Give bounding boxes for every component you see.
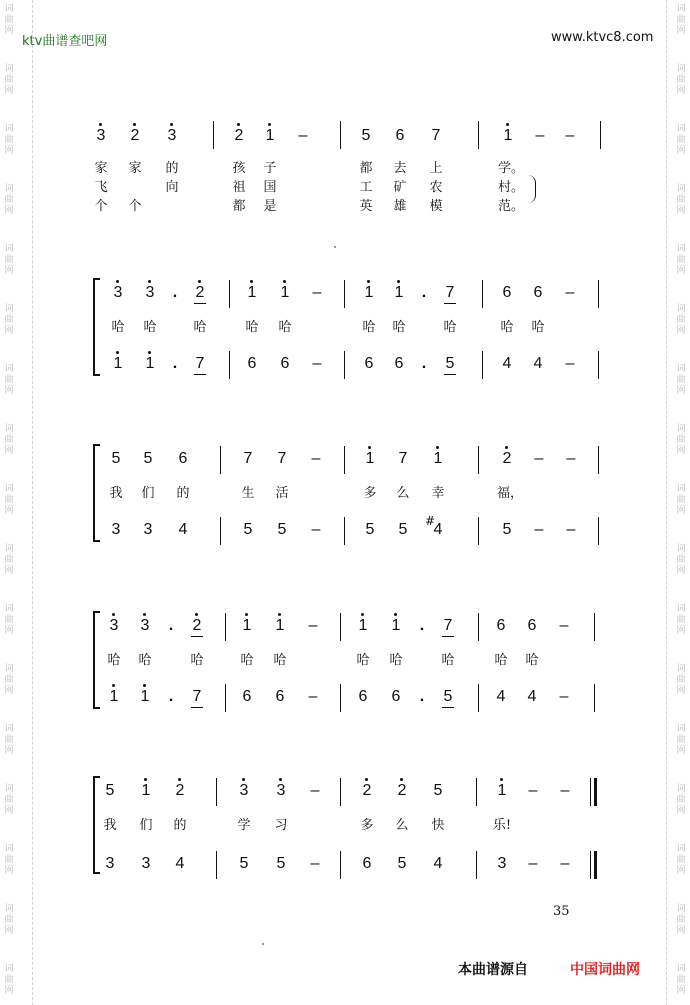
watermark-text: 词 曲 网 — [676, 124, 686, 156]
lower-part-note: 5 — [502, 521, 512, 538]
lyric-syllable: 哈 — [193, 320, 207, 335]
lower-part-note: – — [560, 855, 570, 872]
lyric-syllable: 么 — [395, 818, 409, 833]
watermark-text: 词 曲 网 — [4, 484, 14, 516]
barline — [478, 517, 479, 545]
lyric-syllable: 哈 — [245, 320, 259, 335]
barline — [340, 121, 341, 149]
lyric-syllable: 福， — [497, 486, 524, 501]
barline — [600, 121, 601, 149]
lyric-syllable: 家 — [94, 161, 108, 176]
lower-part-note: – — [311, 521, 321, 538]
barline — [478, 684, 479, 712]
lower-part-note: – — [310, 855, 320, 872]
lyric-syllable: 乐! — [492, 818, 512, 833]
lyric-syllable: 模 — [429, 199, 443, 214]
lyric-syllable: 都 — [232, 199, 246, 214]
melody-note: 7 — [431, 127, 441, 144]
lyric-syllable: 个 — [128, 199, 142, 214]
watermark-text: 词 曲 网 — [676, 544, 686, 576]
barline — [229, 280, 230, 308]
lyric-syllable: 哈 — [525, 653, 539, 668]
barline — [478, 121, 479, 149]
watermark-text: 词 曲 网 — [4, 124, 14, 156]
barline — [482, 351, 483, 379]
lyric-syllable: 祖 — [232, 180, 246, 195]
system-bracket — [93, 611, 101, 709]
lyric-syllable: 哈 — [107, 653, 121, 668]
barline — [598, 280, 599, 308]
upper-part-note: – — [528, 782, 538, 799]
lyric-syllable: 去 — [393, 161, 407, 176]
upper-part-note: – — [310, 782, 320, 799]
lyric-syllable: 哈 — [494, 653, 508, 668]
melody-note: 6 — [395, 127, 405, 144]
lyric-syllable: 的 — [165, 161, 179, 176]
upper-part-note: 3 — [234, 782, 254, 800]
barline — [344, 280, 345, 308]
upper-part-note: 7 — [438, 617, 458, 635]
lyric-syllable: 哈 — [362, 320, 376, 335]
barline — [216, 778, 217, 806]
lower-part-note: 3 — [105, 855, 115, 872]
lower-part-note: 6 — [364, 355, 374, 372]
barline — [594, 613, 595, 641]
lower-part-note: 3 — [111, 521, 121, 538]
watermark-text: 词 曲 网 — [4, 724, 14, 756]
upper-part-note: – — [559, 617, 569, 634]
lyric-syllable: 多 — [363, 486, 377, 501]
upper-part-note: . — [421, 284, 427, 301]
lower-part-note: 1 — [140, 355, 160, 373]
lyric-syllable: 国 — [263, 180, 277, 195]
upper-part-note: 3 — [108, 284, 128, 302]
watermark-text: 词 曲 网 — [676, 364, 686, 396]
lyric-syllable: 雄 — [393, 199, 407, 214]
barline — [229, 351, 230, 379]
upper-part-note: 1 — [492, 782, 512, 800]
lyric-syllable: 家 — [128, 161, 142, 176]
barline — [220, 446, 221, 474]
watermark-text: 词 曲 网 — [4, 964, 14, 996]
lower-part-note: 4 — [496, 688, 506, 705]
melody-note: 1 — [260, 127, 280, 145]
upper-part-note: 1 — [359, 284, 379, 302]
lower-part-note: 6 — [247, 355, 257, 372]
lyric-syllable: 哈 — [356, 653, 370, 668]
lower-part-note: 4 — [502, 355, 512, 372]
lower-part-note: 4 — [433, 855, 443, 872]
melody-note: 2 — [125, 127, 145, 145]
upper-part-note: 6 — [496, 617, 506, 634]
lower-part-note: – — [534, 521, 544, 538]
watermark-text: 词 曲 网 — [4, 604, 14, 636]
watermark-text: 词 曲 网 — [4, 4, 14, 36]
lyric-syllable: 工 — [359, 180, 373, 195]
upper-part-note: 1 — [242, 284, 262, 302]
upper-part-note: – — [308, 617, 318, 634]
sharp-accidental: # — [425, 514, 436, 528]
barline — [220, 517, 221, 545]
watermark-text: 词 曲 网 — [676, 904, 686, 936]
system-bracket — [93, 278, 101, 376]
watermark-text: 词 曲 网 — [4, 64, 14, 96]
lyric-syllable: 快 — [431, 818, 445, 833]
barline — [340, 613, 341, 641]
upper-part-note: 2 — [497, 450, 517, 468]
lyric-syllable: 我 — [103, 818, 117, 833]
lower-part-note: 1 — [104, 688, 124, 706]
melody-note: 2 — [229, 127, 249, 145]
upper-part-note: – — [566, 450, 576, 467]
upper-part-note: 3 — [135, 617, 155, 635]
lyric-syllable: 哈 — [143, 320, 157, 335]
barline — [598, 446, 599, 474]
lyric-syllable: 学 — [237, 818, 251, 833]
lower-part-note: 4 — [527, 688, 537, 705]
watermark-text: 词 曲 网 — [4, 544, 14, 576]
lower-part-note: 6 — [394, 355, 404, 372]
upper-part-note: 5 — [433, 782, 443, 799]
lower-part-note: 6 — [242, 688, 252, 705]
lyric-syllable: 哈 — [190, 653, 204, 668]
lyric-syllable: 么 — [396, 486, 410, 501]
upper-part-note: . — [168, 617, 174, 634]
barline — [213, 121, 214, 149]
upper-part-note: 3 — [271, 782, 291, 800]
watermark-text: 词 曲 网 — [4, 364, 14, 396]
upper-part-note: – — [534, 450, 544, 467]
lyric-syllable: 哈 — [443, 320, 457, 335]
upper-part-note: 3 — [140, 284, 160, 302]
lyric-syllable: 农 — [429, 180, 443, 195]
barline — [340, 851, 341, 879]
barline — [598, 517, 599, 545]
lyric-syllable: 幸 — [431, 486, 445, 501]
barline — [598, 351, 599, 379]
lyric-syllable: 村。 — [498, 180, 525, 195]
watermark-text: 词 曲 网 — [676, 64, 686, 96]
lower-part-note: – — [565, 355, 575, 372]
lyric-syllable: 学。 — [498, 161, 525, 176]
upper-part-note: 1 — [386, 617, 406, 635]
lower-part-note: 3 — [141, 855, 151, 872]
upper-part-note: 2 — [190, 284, 210, 302]
left-margin-line — [32, 0, 33, 1005]
lower-part-note: – — [559, 688, 569, 705]
lower-part-note: 1 — [108, 355, 128, 373]
melody-note: 1 — [498, 127, 518, 145]
melody-note: – — [565, 127, 575, 144]
upper-part-note: 6 — [178, 450, 188, 467]
lower-part-note: 6 — [275, 688, 285, 705]
upper-part-note: 3 — [104, 617, 124, 635]
watermark-text: 词 曲 网 — [4, 784, 14, 816]
upper-part-note: 5 — [111, 450, 121, 467]
lyric-syllable: 是 — [263, 199, 277, 214]
lyric-syllable: 子 — [263, 161, 277, 176]
lower-part-note: 6 — [280, 355, 290, 372]
lyric-syllable: 多 — [360, 818, 374, 833]
barline — [340, 684, 341, 712]
lower-part-note: 4 — [533, 355, 543, 372]
upper-part-note: 6 — [502, 284, 512, 301]
watermark-text: 词 曲 网 — [676, 724, 686, 756]
lyric-syllable: 英 — [359, 199, 373, 214]
lower-part-note: 4 — [175, 855, 185, 872]
lyric-syllable: 哈 — [111, 320, 125, 335]
lyric-syllable: 哈 — [531, 320, 545, 335]
lower-part-note: . — [172, 355, 178, 372]
lyric-syllable: 活 — [275, 486, 289, 501]
upper-part-note: 1 — [275, 284, 295, 302]
upper-part-note: 1 — [270, 617, 290, 635]
lower-part-note: 5 — [397, 855, 407, 872]
lyric-syllable: 哈 — [389, 653, 403, 668]
lyric-syllable: 的 — [173, 818, 187, 833]
upper-part-note: 1 — [136, 782, 156, 800]
watermark-text: 词 曲 网 — [4, 844, 14, 876]
site-name: ktv曲谱查吧网 — [22, 34, 108, 49]
lower-part-note: – — [566, 521, 576, 538]
upper-part-note: 7 — [243, 450, 253, 467]
watermark-text: 词 曲 网 — [676, 604, 686, 636]
lyric-syllable: 哈 — [441, 653, 455, 668]
watermark-text: 词 曲 网 — [676, 424, 686, 456]
lower-part-note: 5 — [276, 855, 286, 872]
lower-part-note: 3 — [143, 521, 153, 538]
site-url[interactable]: www.ktvc8.com — [551, 30, 654, 45]
upper-part-note: 2 — [170, 782, 190, 800]
lyric-syllable: 生 — [241, 486, 255, 501]
lower-part-note: – — [308, 688, 318, 705]
final-barline — [594, 778, 597, 806]
upper-part-note: 2 — [187, 617, 207, 635]
lyric-syllable: 哈 — [392, 320, 406, 335]
watermark-text: 词 曲 网 — [676, 784, 686, 816]
barline — [225, 684, 226, 712]
upper-part-note: – — [565, 284, 575, 301]
scan-speck — [262, 943, 264, 945]
lower-part-note: 3 — [497, 855, 507, 872]
right-margin-line — [666, 0, 667, 1005]
lower-part-note: 5 — [239, 855, 249, 872]
barline — [482, 280, 483, 308]
verse-bracket — [527, 175, 536, 203]
melody-note: 5 — [361, 127, 371, 144]
upper-part-note: 1 — [389, 284, 409, 302]
lower-part-note: 5 — [440, 355, 460, 373]
lower-part-note: 6 — [391, 688, 401, 705]
watermark-text: 词 曲 网 — [4, 304, 14, 336]
lower-part-note: – — [528, 855, 538, 872]
footer-source-prefix: 本曲谱源自 — [458, 962, 528, 978]
barline — [478, 613, 479, 641]
upper-part-note: 1 — [360, 450, 380, 468]
lyric-syllable: 哈 — [500, 320, 514, 335]
barline — [344, 446, 345, 474]
barline — [478, 446, 479, 474]
lyric-syllable: 矿 — [393, 180, 407, 195]
upper-part-note: 7 — [277, 450, 287, 467]
watermark-text: 词 曲 网 — [676, 4, 686, 36]
watermark-text: 词 曲 网 — [4, 904, 14, 936]
lyric-syllable: 哈 — [240, 653, 254, 668]
barline — [344, 351, 345, 379]
lyric-syllable: 范。 — [498, 199, 525, 214]
lyric-syllable: 哈 — [138, 653, 152, 668]
upper-part-note: – — [312, 284, 322, 301]
upper-part-note: 7 — [440, 284, 460, 302]
lower-part-note: 7 — [187, 688, 207, 706]
lyric-syllable: 们 — [139, 818, 153, 833]
upper-part-note: 6 — [527, 617, 537, 634]
lower-part-note: 6 — [362, 855, 372, 872]
lower-part-note: 1 — [135, 688, 155, 706]
upper-part-note: 2 — [357, 782, 377, 800]
upper-part-note: 6 — [533, 284, 543, 301]
lower-part-note: 5 — [277, 521, 287, 538]
upper-part-note: 5 — [143, 450, 153, 467]
lyric-syllable: 我 — [109, 486, 123, 501]
lower-part-note: 4 — [178, 521, 188, 538]
lower-part-note: 5 — [365, 521, 375, 538]
watermark-text: 词 曲 网 — [676, 964, 686, 996]
page-number: 35 — [553, 904, 570, 919]
barline — [340, 778, 341, 806]
lyric-syllable: 向 — [165, 180, 179, 195]
melody-note: 3 — [162, 127, 182, 145]
lyric-syllable: 习 — [274, 818, 288, 833]
lyric-syllable: 都 — [359, 161, 373, 176]
watermark-text: 词 曲 网 — [676, 244, 686, 276]
upper-part-note: – — [311, 450, 321, 467]
lower-part-note: . — [421, 355, 427, 372]
barline — [476, 778, 477, 806]
final-barline — [594, 851, 597, 879]
upper-part-note: – — [560, 782, 570, 799]
upper-part-note: 5 — [105, 782, 115, 799]
upper-part-note: 7 — [398, 450, 408, 467]
barline — [594, 684, 595, 712]
lyric-syllable: 个 — [94, 199, 108, 214]
lower-part-note: . — [419, 688, 425, 705]
barline — [476, 851, 477, 879]
watermark-text: 词 曲 网 — [4, 664, 14, 696]
system-bracket — [93, 444, 101, 542]
lower-part-note: 6 — [358, 688, 368, 705]
watermark-text: 词 曲 网 — [676, 304, 686, 336]
upper-part-note: 2 — [392, 782, 412, 800]
lyric-syllable: 们 — [141, 486, 155, 501]
watermark-text: 词 曲 网 — [4, 184, 14, 216]
upper-part-note: 1 — [237, 617, 257, 635]
lower-part-note: 7 — [190, 355, 210, 373]
barline — [344, 517, 345, 545]
upper-part-note: . — [172, 284, 178, 301]
lower-part-note: 5 — [243, 521, 253, 538]
upper-part-note: 1 — [353, 617, 373, 635]
lower-part-note: 4 — [433, 521, 443, 538]
lyric-syllable: 飞 — [94, 180, 108, 195]
watermark-text: 词 曲 网 — [676, 484, 686, 516]
lyric-syllable: 哈 — [278, 320, 292, 335]
watermark-text: 词 曲 网 — [676, 664, 686, 696]
barline — [225, 613, 226, 641]
lower-part-note: 5 — [398, 521, 408, 538]
lyric-syllable: 上 — [429, 161, 443, 176]
scan-speck — [334, 246, 336, 248]
watermark-text: 词 曲 网 — [4, 424, 14, 456]
melody-note: – — [535, 127, 545, 144]
upper-part-note: . — [419, 617, 425, 634]
lyric-syllable: 孩 — [232, 161, 246, 176]
lyric-syllable: 的 — [176, 486, 190, 501]
lower-part-note: 5 — [438, 688, 458, 706]
footer-source-site[interactable]: 中国词曲网 — [570, 962, 640, 978]
watermark-text: 词 曲 网 — [4, 244, 14, 276]
barline — [216, 851, 217, 879]
melody-note: 3 — [91, 127, 111, 145]
watermark-text: 词 曲 网 — [676, 844, 686, 876]
watermark-text: 词 曲 网 — [676, 184, 686, 216]
lower-part-note: . — [168, 688, 174, 705]
lyric-syllable: 哈 — [273, 653, 287, 668]
melody-note: – — [298, 127, 308, 144]
lower-part-note: – — [312, 355, 322, 372]
upper-part-note: 1 — [428, 450, 448, 468]
